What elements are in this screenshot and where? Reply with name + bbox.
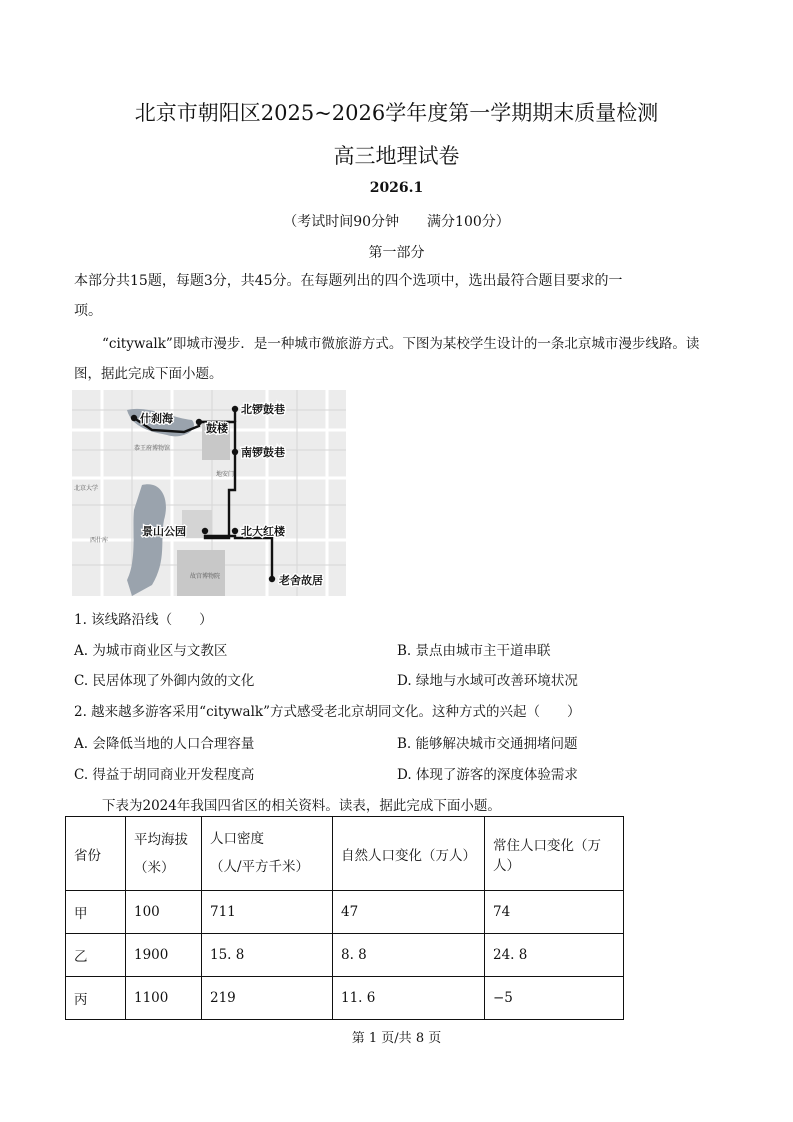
question-1-option-d: D. 绿地与水域可改善环境状况 bbox=[397, 673, 578, 689]
question-2-option-c: C. 得益于胡同商业开发程度高 bbox=[74, 767, 255, 783]
question-1-stem: 1. 该线路沿线（ ） bbox=[74, 612, 213, 628]
instructions-line-1: 本部分共15题，每题3分，共45分。在每题列出的四个选项中，选出最符合题目要求的一 bbox=[74, 273, 623, 289]
map-label-nanluogu: 南锣鼓巷 bbox=[241, 447, 285, 459]
table-header-cell: 省份 bbox=[66, 817, 126, 891]
map-minor-label: 故宫博物院 bbox=[190, 573, 221, 580]
province-data-table bbox=[65, 816, 624, 1020]
map-minor-label: 恭王府博物馆 bbox=[134, 445, 171, 452]
table-cell: 15. 8 bbox=[202, 934, 333, 977]
table-cell: 711 bbox=[202, 891, 333, 934]
question-1-option-a: A. 为城市商业区与文教区 bbox=[74, 643, 228, 659]
table-cell: 甲 bbox=[66, 891, 126, 934]
document-subtitle: 高三地理试卷 bbox=[333, 144, 460, 168]
table-cell: 1900 bbox=[126, 934, 202, 977]
question-2-option-b: B. 能够解决城市交通拥堵问题 bbox=[397, 736, 578, 752]
question-2-option-d: D. 体现了游客的深度体验需求 bbox=[397, 767, 578, 783]
question-2-option-a: A. 会降低当地的人口合理容量 bbox=[74, 736, 255, 752]
document-title: 北京市朝阳区2025~2026学年度第一学期期末质量检测 bbox=[134, 101, 659, 125]
instructions-line-2: 项。 bbox=[74, 303, 102, 319]
table-row bbox=[66, 977, 624, 1020]
route-point bbox=[269, 576, 275, 582]
map-label-beidahonglou: 北大红楼 bbox=[241, 526, 285, 538]
passage-1-line-2: 图，据此完成下面小题。 bbox=[74, 366, 223, 382]
table-cell: 11. 6 bbox=[333, 977, 485, 1020]
table-header-cell: 常住人口变化（万人） bbox=[485, 817, 624, 891]
table-header-row bbox=[66, 817, 624, 891]
table-header-cell: 人口密度 （人/平方千米） bbox=[202, 817, 333, 891]
passage-1-line-1: “citywalk”即城市漫步．是一种城市微旅游方式。下图为某校学生设计的一条北京城市漫步线路。读 bbox=[102, 336, 700, 352]
question-2-stem: 2. 越来越多游客采用“citywalk”方式感受老北京胡同文化。这种方式的兴起（ ） bbox=[74, 704, 581, 720]
table-cell: 8. 8 bbox=[333, 934, 485, 977]
table-cell: 47 bbox=[333, 891, 485, 934]
table-cell: 24. 8 bbox=[485, 934, 624, 977]
map-label-gulou: 鼓楼 bbox=[206, 423, 228, 435]
route-point bbox=[196, 419, 202, 425]
question-1-option-b: B. 景点由城市主干道串联 bbox=[397, 643, 551, 659]
table-cell: −5 bbox=[485, 977, 624, 1020]
table-row bbox=[66, 934, 624, 977]
map-label-shichahai: 什刹海 bbox=[140, 413, 173, 425]
map-minor-label: 北京大学 bbox=[74, 485, 99, 492]
table-cell: 100 bbox=[126, 891, 202, 934]
route-point bbox=[232, 528, 238, 534]
route-point bbox=[232, 449, 238, 455]
route-point bbox=[202, 528, 208, 534]
map-label-laoshe: 老舍故居 bbox=[279, 575, 323, 587]
route-point bbox=[131, 415, 137, 421]
table-header-cell: 平均海拔 （米） bbox=[126, 817, 202, 891]
page-footer: 第 1 页/共 8 页 bbox=[351, 1031, 442, 1046]
table-header-cell: 自然人口变化（万人） bbox=[333, 817, 485, 891]
exam-info: （考试时间90分钟 满分100分） bbox=[283, 214, 510, 230]
map-minor-label: 西什库 bbox=[90, 537, 109, 544]
table-cell: 乙 bbox=[66, 934, 126, 977]
table-row bbox=[66, 891, 624, 934]
citywalk-route-map bbox=[72, 390, 346, 596]
map-label-jingshan: 景山公园 bbox=[142, 526, 186, 538]
map-label-beiluogu: 北锣鼓巷 bbox=[241, 404, 285, 416]
passage-2: 下表为2024年我国四省区的相关资料。读表，据此完成下面小题。 bbox=[102, 798, 501, 814]
table-cell: 1100 bbox=[126, 977, 202, 1020]
question-1-option-c: C. 民居体现了外御内敛的文化 bbox=[74, 673, 255, 689]
part-heading: 第一部分 bbox=[368, 245, 425, 261]
table-cell: 74 bbox=[485, 891, 624, 934]
table-cell: 丙 bbox=[66, 977, 126, 1020]
table-cell: 219 bbox=[202, 977, 333, 1020]
jingshan-block bbox=[182, 510, 212, 538]
exam-date: 2026.1 bbox=[369, 180, 424, 196]
map-minor-label: 地安门 bbox=[216, 471, 235, 478]
